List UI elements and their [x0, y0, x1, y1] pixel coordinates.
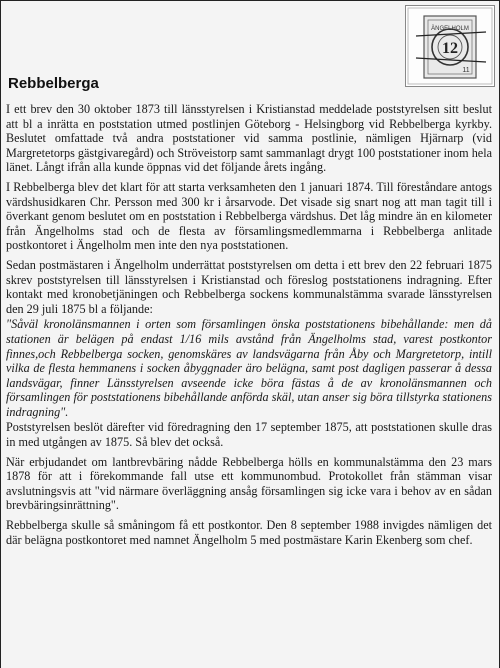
page-border-top — [0, 0, 500, 1]
stamp-value: 12 — [442, 40, 458, 57]
stamp-postmark-text: ÄNGELHOLM — [431, 26, 469, 32]
stamp-secondary-mark: 11 — [462, 67, 470, 74]
stamp-illustration — [406, 6, 494, 86]
article-body — [6, 102, 492, 552]
page-title: Rebbelberga — [8, 75, 99, 92]
page-border-left — [0, 0, 1, 668]
postage-stamp-image — [405, 5, 495, 87]
paragraph-5: När erbjudandet om lantbrevbäring nådde Rebbelberga hölls en kommunalstämma den 23 mars 1878 för att i förekommande fall utse ett kommunombud. Protokollet från stämman visar avslutningsvis att "vid närmare överläggning ansåg församlingen sig icke vara i behov av en sådan brevbäringsinrättning". — [6, 454, 492, 513]
paragraph-3: Sedan postmästaren i Ängelholm underrättat poststyrelsen om detta i ett brev den 22 februari 1875 skrev poststyrelsen till länsstyrelsen i Kristianstad och föreslog poststationens indragning. Efter kontakt med kronobetjäningen och Rebbelberga sockens kommunalstämma svarade länsstyrelsen den 29 juli 1875 bl a följande: — [6, 257, 492, 316]
paragraph-2: I Rebbelberga blev det klart för att starta verksamheten den 1 januari 1874. Till föreståndare antogs värdshusidkaren Chr. Persson med 300 kr i årsarvode. Det visade sig snart nog att man tagit till i överkant genom beslutet om en poststation i Rebbelberga värdshus. Det låg mindre än en kilometer från Ängelholms stad och de flesta av församlingsmedlemmarna i Rebbelberga anlitade postkontoret i Ängelholm men inte den nya poststationen. — [6, 179, 492, 253]
paragraph-1: I ett brev den 30 oktober 1873 till länsstyrelsen i Kristianstad meddelade poststyrelsen sitt beslut att bl a inrätta en poststation utmed postlinjen Göteborg - Helsingborg vid Rebbelberga kyrkby. Beslutet omfattade två andra poststationer vid samma postlinie, nämligen Hjärnarp (vid Margretetorps gästgivaregård) och Ströveistorp samt sammanlagt drygt 100 poststationer inom hela länet. Långt ifrån alla kunde öppnas vid det följande årets ingång. — [6, 102, 492, 175]
quoted-letter: "Såväl kronolänsmannen i orten som församlingen önska poststationens bibehållande: men då stationen är belägen på endast 1/16 mils avstånd från Ängelholms stad, varest postkontor finnes,och Rebbelberga socken, genomskäres av landsvägarna från Åby och Margretetorp, intill vilka de flesta hemmanens i socken åbyggnader äro belägna, samt post dagligen passerar å dessa landsvägar, finner Länsstyrelsen avseende icke böra fästas å de av kronolänsmannen och församlingen för poststationens bibehållande anförda skäl, utan anser sig böra tillstyrka stationens indragning". — [6, 317, 492, 419]
paragraph-4: Poststyrelsen beslöt därefter vid föredragning den 17 september 1875, att poststationen skulle dras in med utgången av 1875. Så blev det också. — [6, 420, 492, 450]
paragraph-6: Rebbelberga skulle så småningom få ett postkontor. Den 8 september 1988 invigdes nämligen det där belägna postkontoret med namnet Ängelholm 5 med postmästare Karin Ekenberg som chef. — [6, 518, 492, 547]
